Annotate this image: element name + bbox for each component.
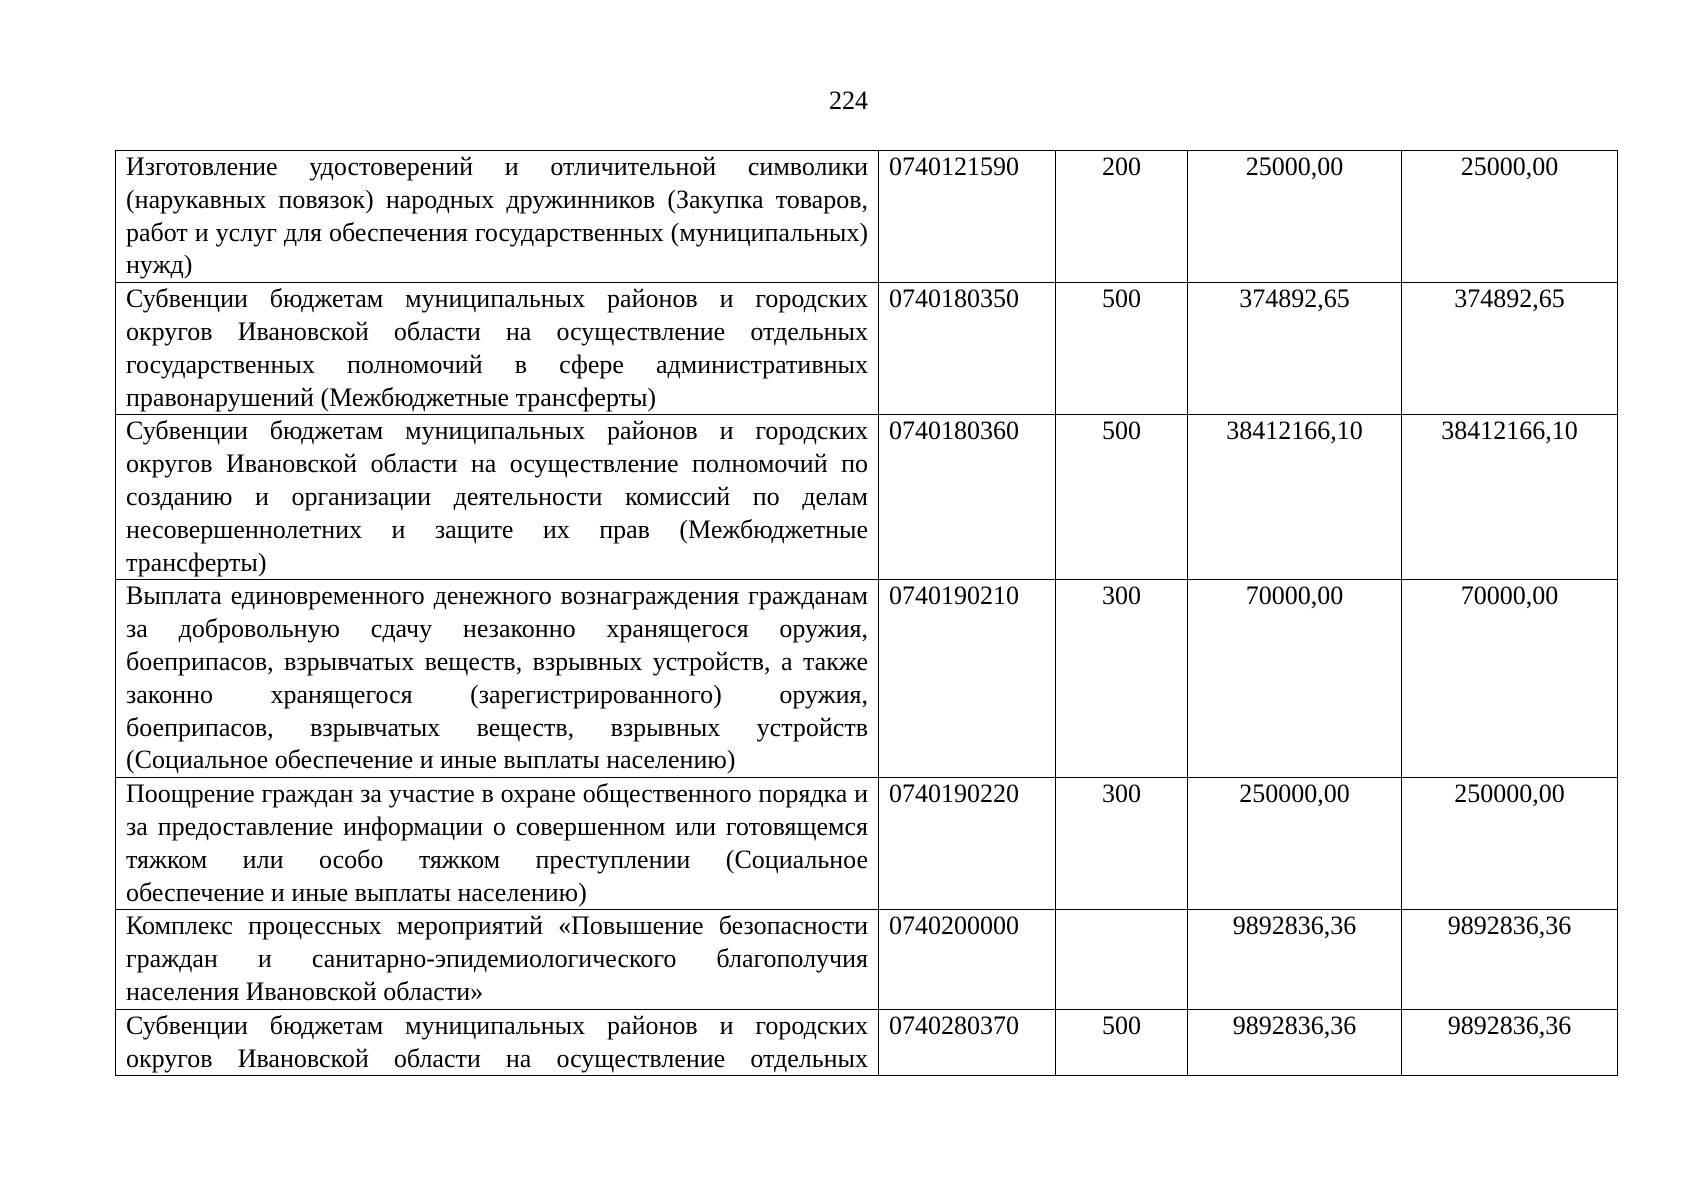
row-value-2: 25000,00 — [1402, 151, 1618, 283]
table-row — [116, 283, 1618, 415]
table-row — [116, 910, 1618, 1009]
table-row — [116, 151, 1618, 283]
table-row — [116, 415, 1618, 580]
row-name: Выплата единовременного денежного вознаграждения гражданам за добровольную сдачу незаконно хранящегося оружия, боеприпасов, взрывчатых веществ, взрывных устройств, а также законно хранящегося (зарегистрированного) оружия, боеприпасов, взрывчатых веществ, взрывных устройств (Социальное обеспечение и иные выплаты населению) — [116, 580, 879, 778]
row-expense-type: 500 — [1056, 283, 1188, 415]
row-value-1: 250000,00 — [1188, 778, 1402, 910]
row-name: Субвенции бюджетам муниципальных районов и городских округов Ивановской области на осуществление отдельных государственных полномочий в сфере административных правонарушений (Межбюджетные трансферты) — [116, 283, 879, 415]
row-expense-type: 200 — [1056, 151, 1188, 283]
row-value-2: 70000,00 — [1402, 580, 1618, 778]
row-name: Изготовление удостоверений и отличительной символики (нарукавных повязок) народных дружинников (Закупка товаров, работ и услуг для обеспечения государственных (муниципальных) нужд) — [116, 151, 879, 283]
row-value-1: 70000,00 — [1188, 580, 1402, 778]
row-code: 0740121590 — [879, 151, 1056, 283]
page-number: 224 — [829, 86, 868, 115]
row-value-2: 250000,00 — [1402, 778, 1618, 910]
row-expense-type: 300 — [1056, 778, 1188, 910]
row-name: Поощрение граждан за участие в охране общественного порядка и за предоставление информации о совершенном или готовящемся тяжком или особо тяжком преступлении (Социальное обеспечение и иные выплаты населению) — [116, 778, 879, 910]
row-code: 0740180350 — [879, 283, 1056, 415]
table-row — [116, 1009, 1618, 1076]
row-value-1: 38412166,10 — [1188, 415, 1402, 580]
row-expense-type: 300 — [1056, 580, 1188, 778]
table-row — [116, 778, 1618, 910]
row-name: Субвенции бюджетам муниципальных районов и городских округов Ивановской области на осуществление полномочий по созданию и организации деятельности комиссий по делам несовершеннолетних и защите их прав (Межбюджетные трансферты) — [116, 415, 879, 580]
row-value-1: 9892836,36 — [1188, 1009, 1402, 1076]
row-code: 0740190220 — [879, 778, 1056, 910]
row-code: 0740200000 — [879, 910, 1056, 1009]
row-code: 0740280370 — [879, 1009, 1056, 1076]
row-value-2: 38412166,10 — [1402, 415, 1618, 580]
row-expense-type: 500 — [1056, 415, 1188, 580]
row-code: 0740190210 — [879, 580, 1056, 778]
budget-table — [115, 150, 1618, 1076]
row-value-1: 9892836,36 — [1188, 910, 1402, 1009]
row-name: Субвенции бюджетам муниципальных районов и городских округов Ивановской области на осуществление отдельных — [116, 1009, 879, 1076]
row-expense-type — [1056, 910, 1188, 1009]
row-expense-type: 500 — [1056, 1009, 1188, 1076]
row-value-1: 374892,65 — [1188, 283, 1402, 415]
row-code: 0740180360 — [879, 415, 1056, 580]
row-value-2: 9892836,36 — [1402, 1009, 1618, 1076]
row-value-2: 9892836,36 — [1402, 910, 1618, 1009]
row-name: Комплекс процессных мероприятий «Повышение безопасности граждан и санитарно-эпидемиологического благополучия населения Ивановской области» — [116, 910, 879, 1009]
row-value-2: 374892,65 — [1402, 283, 1618, 415]
row-value-1: 25000,00 — [1188, 151, 1402, 283]
table-row — [116, 580, 1618, 778]
